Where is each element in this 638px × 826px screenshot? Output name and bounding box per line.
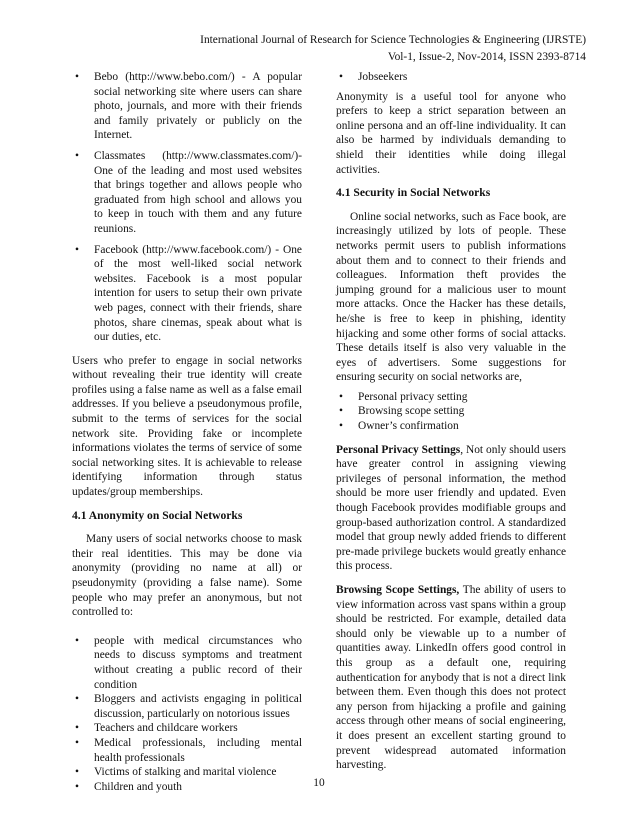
list-item: • Teachers and childcare workers xyxy=(94,721,302,736)
suggestion-list xyxy=(336,390,566,434)
paragraph: Many users of social networks choose to mask their real identities. This may be done via anonymity (providing no name at all) or pseudonymity (providing a false name). Some people who may prefer an anonymous, but not controlled to: xyxy=(72,533,302,619)
list-item: • Jobseekers xyxy=(358,70,566,85)
left-column xyxy=(72,70,302,794)
group-list xyxy=(72,634,302,795)
section-heading: 4.1 Security in Social Networks xyxy=(336,186,491,200)
privacy-settings-text: , Not only should users have greater control in assigning viewing privileges of personal information, the method should be more user friendly and updated. Even though Facebook provides modifiable groups and group-based authorization control. A standardized model that group newly added friends to different pre-made privilege buckets would greatly enhance this process. xyxy=(336,443,566,573)
paragraph xyxy=(336,583,566,773)
paragraph xyxy=(336,443,566,574)
section-heading: 4.1 Anonymity on Social Networks xyxy=(72,508,243,522)
site-list xyxy=(72,70,302,345)
list-item: • Victims of stalking and marital violence xyxy=(94,765,302,780)
list-item: • people with medical circumstances who needs to discuss symptoms and treatment without creating a public record of their condition xyxy=(94,634,302,692)
list-item: • Bloggers and activists engaging in political discussion, particularly on notorious issues xyxy=(94,692,302,721)
group-list-continued xyxy=(336,70,566,85)
paragraph: Users who prefer to engage in social networks without revealing their true identity will create profiles using a false name as well as a false email addresses. If you believe a pseudonymous profile, submit to the terms of services for the social network site. Providing fake or incomplete informations violates the terms of service of some social networking sites. It is achievable to release identifying information through status updates/group memberships. xyxy=(72,354,302,499)
list-item: • Facebook (http://www.facebook.com/) - One of the most well-liked social network websites. Facebook is a most popular intention for users to setup their own private web pages, connect with their friends, share photos, share cinemas, speak about what is our duties, etc. xyxy=(94,243,302,345)
paragraph: Online social networks, such as Face book, are increasingly utilized by lots of people. These networks permit users to publish informations about them and to connect to their friends and colleagues. Information theft provides the jumping ground for a malicious user to mount more attacks. Once the Hacker has these details, he/she is free to keep in phishing, identity hijacking and some other forms of social attacks. These details itself is also very valuable in the eyes of advertisers. Some suggestions for ensuring security on social networks are, xyxy=(336,210,566,384)
right-column xyxy=(336,70,566,773)
list-item: • Children and youth xyxy=(94,780,302,795)
browsing-settings-lead: Browsing Scope Settings, xyxy=(336,584,460,596)
page-number: 10 xyxy=(313,777,325,789)
privacy-settings-lead: Personal Privacy Settings xyxy=(336,443,461,456)
browsing-settings-text: The ability of users to view information across vast spans within a group should be restricted. For example, detailed data should only be viewable up to a number of quantities away. LinkedIn offers good control in this group as a default one, requiring authentication for anybody that is not a direct link between them. Even though this does not protect any person from hijacking a profile and gaining access through other means of social engineering, it does present an excellent starting ground to prevent widespread automated information harvesting. xyxy=(336,584,567,772)
list-item: • Classmates (http://www.classmates.com/)- One of the leading and most used websites that brings together and allows people who graduated from high school and allows you to keep in touch with them and any future reunions. xyxy=(94,149,302,237)
list-item: • Medical professionals, including mental health professionals xyxy=(94,736,302,765)
journal-header xyxy=(200,32,586,66)
list-item: • Personal privacy setting xyxy=(358,390,566,405)
list-item: • Browsing scope setting xyxy=(358,404,566,419)
list-item: • Owner’s confirmation xyxy=(358,419,566,434)
journal-issue: Vol-1, Issue-2, Nov-2014, ISSN 2393-8714 xyxy=(387,51,586,63)
journal-title: International Journal of Research for Science Technologies & Engineering (IJRSTE) xyxy=(200,34,586,46)
list-item: • Bebo (http://www.bebo.com/) - A popular social networking site where users can share photo, journals, and more with their friends and family privately or publicly on the Internet. xyxy=(94,70,302,143)
paragraph: Anonymity is a useful tool for anyone who prefers to keep a strict separation between an online persona and an off-line individuality. It can also be harmed by individuals demanding to shield their identities while doing illegal activities. xyxy=(336,90,566,176)
